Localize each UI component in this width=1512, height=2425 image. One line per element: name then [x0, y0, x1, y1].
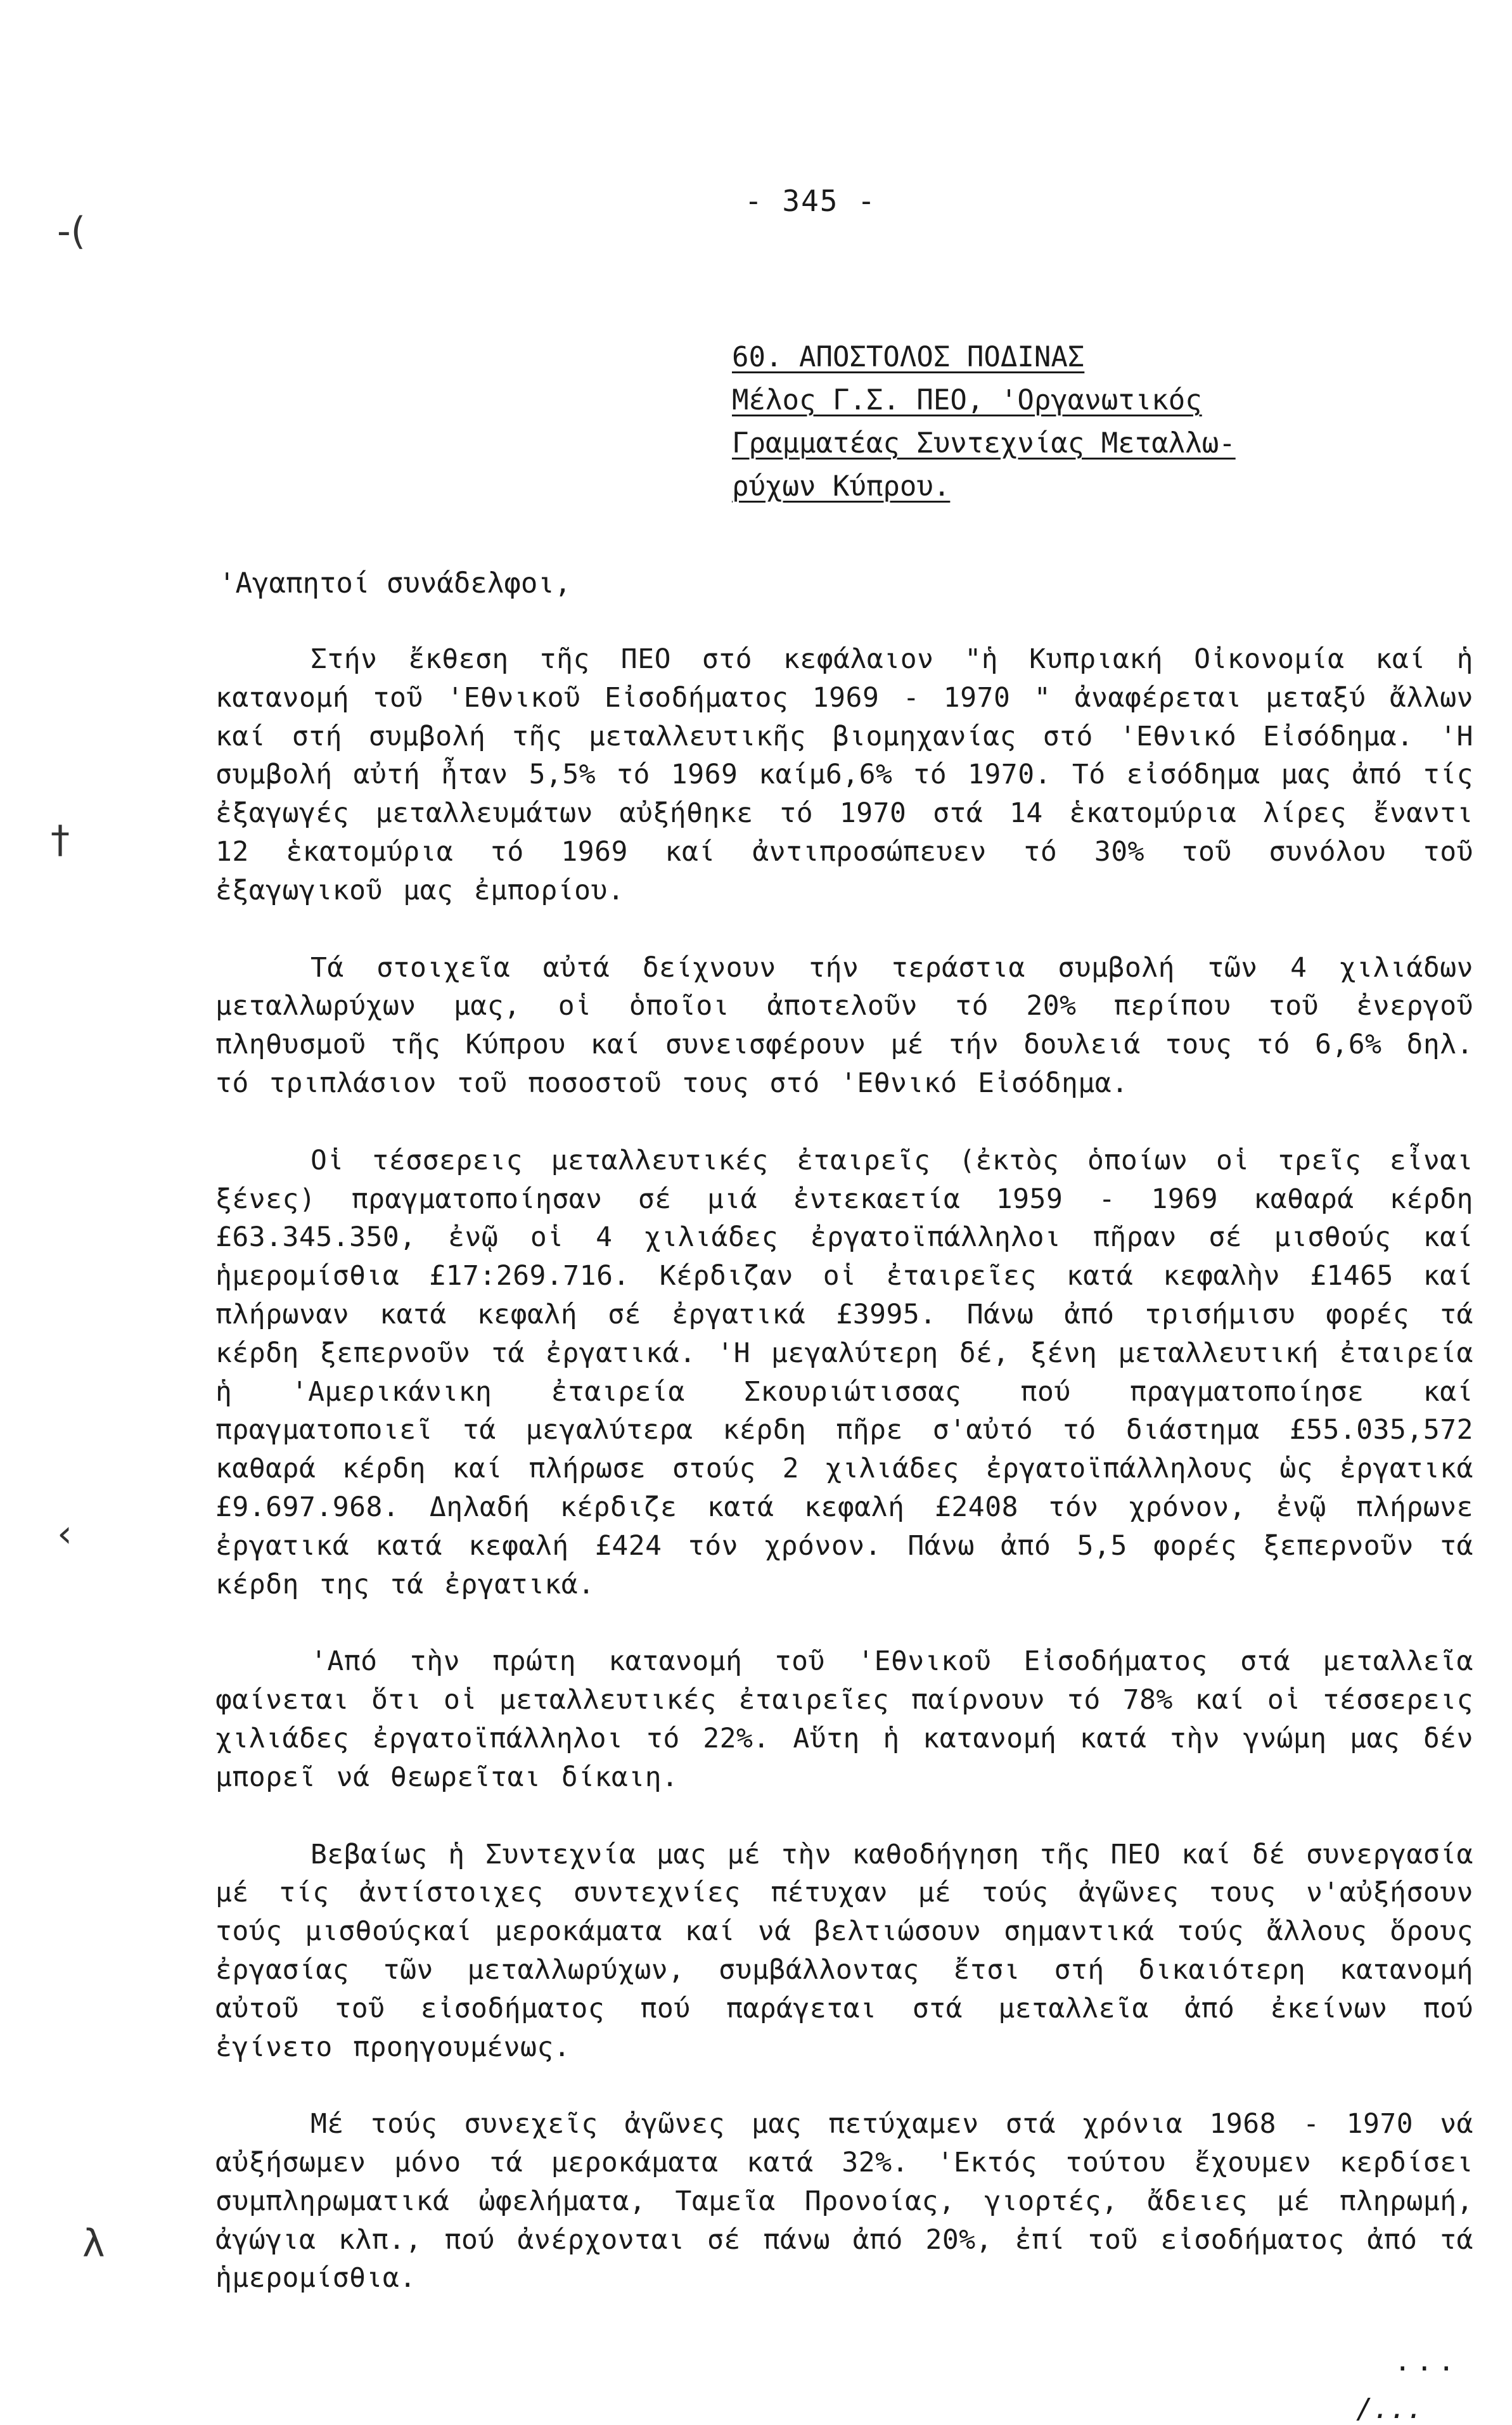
speaker-role: Γραμματέας Συντεχνίας Μεταλλω-	[732, 427, 1236, 460]
speaker-block	[732, 336, 1340, 508]
paragraph: Τά στοιχεῖα αὐτά δείχνουν τήν τεράστια συμβολή τῶν 4 χιλιάδων μεταλλωρύχων μας, οἱ ὁποῖοι ἀποτελοῦν τό 20% περίπου τοῦ ἐνεργοῦ πληθυσμοῦ τῆς Κύπρου καί συνεισφέρουν μέ τήν δουλειά τους τό 6,6% δηλ. τό τριπλάσιον τοῦ ποσοστοῦ τους στό 'Εθνικό Εἰσόδημα.	[215, 951, 1473, 1099]
salutation: 'Αγαπητοί συνάδελφοι,	[219, 567, 572, 600]
page-number: - 345 -	[745, 184, 876, 218]
paragraph: 'Από τὴν πρώτη κατανομή τοῦ 'Εθνικοῦ Εἰσοδήματος στά μεταλλεῖα φαίνεται ὅτι οἱ μεταλλευτικές ἐταιρεῖες παίρνουν τό 78% καί οἱ τέσσερεις χιλιάδες ἐργατοϊπάλληλοι τό 22%. Αὕτη ἡ κατανομή κατά τὴν γνώμη μας δέν μπορεῖ νά θεωρεῖται δίκαιη.	[215, 1645, 1473, 1793]
speaker-role: ρύχων Κύπρου.	[732, 470, 951, 503]
body-text	[215, 640, 1473, 2336]
paragraph: Στήν ἔκθεση τῆς ΠΕΟ στό κεφάλαιον "ἡ Κυπριακή Οἰκονομία καί ἡ κατανομή τοῦ 'Εθνικοῦ Εἰσοδήματος 1969 - 1970 " ἀναφέρεται μεταξύ ἄλλων καί στή συμβολή τῆς μεταλλευτικῆς βιομηχανίας στό 'Εθνικό Εἰσόδημα. 'Η συμβολή αὐτή ἦταν 5,5% τό 1969 καίμ6,6% τό 1970. Τό εἰσόδημα μας ἀπό τίς ἐξαγωγές μεταλλευμάτων αὐξήθηκε τό 1970 στά 14 ἑκατομύρια λίρες ἔναντι 12 ἑκατομύρια τό 1969 καί ἀντιπροσώπευεν τό 30% τοῦ συνόλου τοῦ ἐξαγωγικοῦ μας ἐμπορίου.	[215, 643, 1473, 906]
speaker-role: Μέλος Γ.Σ. ΠΕΟ, 'Οργανωτικός	[732, 384, 1202, 416]
speaker-name: 60. ΑΠΟΣΤΟΛΟΣ ΠΟΔΙΝΑΣ	[732, 341, 1085, 373]
next-page-mark: /...	[1356, 2393, 1423, 2425]
margin-mark: ‹	[57, 1512, 72, 1556]
continuation-dots: ...	[1394, 2345, 1460, 2377]
margin-mark: -(	[57, 209, 86, 254]
paragraph: Βεβαίως ἡ Συντεχνία μας μέ τὴν καθοδήγηση τῆς ΠΕΟ καί δέ συνεργασία μέ τίς ἀντίστοιχες συντεχνίες πέτυχαν μέ τούς ἀγῶνες τους ν'αὐξήσουν τούς μισθούςκαί μεροκάματα καί νά βελτιώσουν σημαντικά τούς ἄλλους ὅρους ἐργασίας τῶν μεταλλωρύχων, συμβάλλοντας ἔτσι στή δικαιότερη κατανομή αὐτοῦ τοῦ εἰσοδήματος πού παράγεται στά μεταλλεῖα ἀπό ἐκείνων πού ἐγίνετο προηγουμένως.	[215, 1838, 1473, 2063]
paragraph: Οἱ τέσσερεις μεταλλευτικές ἐταιρεῖς (ἐκτὸς ὁποίων οἱ τρεῖς εἶναι ξένες) πραγματοποίησαν σέ μιά ἐντεκαετία 1959 - 1969 καθαρά κέρδη £63.345.350, ἐνῷ οἱ 4 χιλιάδες ἐργατοϊπάλληλοι πῆραν σέ μισθούς καί ἡμερομίσθια £17:269.716. Κέρδιζαν οἱ ἐταιρεῖες κατά κεφαλὴν £1465 καί πλήρωναν κατά κεφαλή σέ ἐργατικά £3995. Πάνω ἀπό τρισήμισυ φορές τά κέρδη ξεπερνοῦν τά ἐργατικά. 'Η μεγαλύτερη δέ, ξένη μεταλλευτική ἐταιρεία ἡ 'Αμερικάνικη ἐταιρεία Σκουριώτισσας πού πραγματοποίησε καί πραγματοποιεῖ τά μεγαλύτερα κέρδη πῆρε σ'αὐτό τό διάστημα £55.035,572 καθαρά κέρδη καί πλήρωσε στούς 2 χιλιάδες ἐργατοϊπάλληλους ὡς ἐργατικά £9.697.968. Δηλαδή κέρδιζε κατά κεφαλή £2408 τόν χρόνον, ἐνῷ πλήρωνε ἐργατικά κατά κεφαλή £424 τόν χρόνον. Πάνω ἀπό 5,5 φορές ξεπερνοῦν τά κέρδη της τά ἐργατικά.	[215, 1144, 1473, 1600]
paragraph: Μέ τούς συνεχεῖς ἀγῶνες μας πετύχαμεν στά χρόνια 1968 - 1970 νά αὐξήσωμεν μόνο τά μεροκάματα κατά 32%. 'Εκτός τούτου ἔχουμεν κερδίσει συμπληρωματικά ὠφελήματα, Ταμεῖα Προνοίας, γιορτές, ἄδειες μέ πληρωμή, ἀγώγια κλπ., πού ἀνέρχονται σέ πάνω ἀπό 20%, ἐπί τοῦ εἰσοδήματος ἀπό τά ἡμερομίσθια.	[215, 2108, 1473, 2294]
margin-mark: λ	[82, 2222, 105, 2266]
margin-mark: †	[51, 818, 70, 862]
